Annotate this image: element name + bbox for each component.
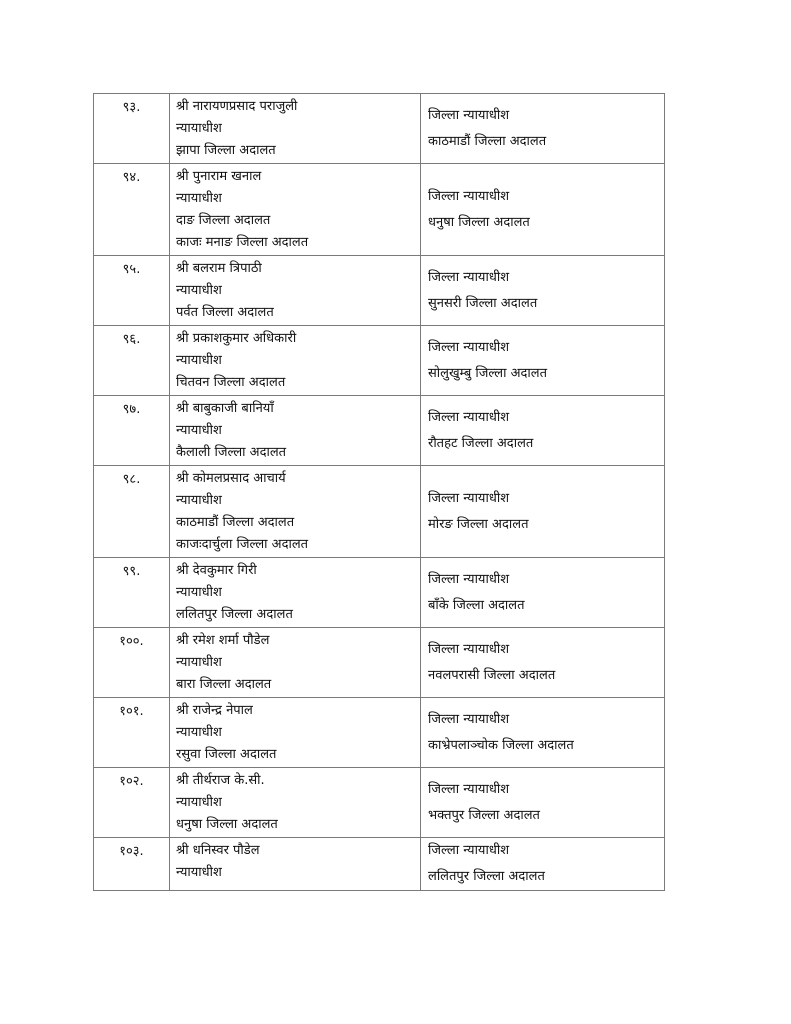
- new-post-cell: [421, 838, 665, 891]
- new-post-cell: [421, 698, 665, 768]
- new-post-line: जिल्ला न्यायाधीश: [428, 641, 510, 657]
- new-post-line: काठमाडौं जिल्ला अदालत: [428, 133, 547, 149]
- new-post-line: धनुषा जिल्ला अदालत: [428, 214, 530, 230]
- judge-name: श्री नारायणप्रसाद पराजुली: [176, 99, 298, 114]
- serial-number: १०१.: [94, 698, 170, 768]
- current-post-line: रसुवा जिल्ला अदालत: [176, 747, 277, 762]
- new-post-line: जिल्ला न्यायाधीश: [428, 339, 510, 355]
- table-row: [94, 698, 665, 768]
- table-row: [94, 396, 665, 466]
- current-post-line: ललितपुर जिल्ला अदालत: [176, 607, 293, 622]
- judge-name: श्री बाबुकाजी बानियाँ: [176, 401, 274, 416]
- table-row: [94, 164, 665, 256]
- new-post-line: जिल्ला न्यायाधीश: [428, 107, 510, 123]
- new-post-line: जिल्ला न्यायाधीश: [428, 490, 510, 506]
- current-post-line: पर्वत जिल्ला अदालत: [176, 305, 274, 320]
- new-post-cell: [421, 396, 665, 466]
- table-row: [94, 94, 665, 164]
- new-post-line: जिल्ला न्यायाधीश: [428, 781, 510, 797]
- new-post-cell: [421, 466, 665, 558]
- current-post-line: न्यायाधीश: [176, 585, 222, 600]
- current-post-cell: [170, 768, 421, 838]
- current-post-line: न्यायाधीश: [176, 423, 222, 438]
- serial-number: ९८.: [94, 466, 170, 558]
- current-post-cell: [170, 94, 421, 164]
- judge-name: श्री बलराम त्रिपाठी: [176, 261, 262, 276]
- current-post-line: न्यायाधीश: [176, 283, 222, 298]
- new-post-line: बाँके जिल्ला अदालत: [428, 597, 525, 613]
- judge-name: श्री तीर्थराज के.सी.: [176, 773, 265, 788]
- current-post-line: न्यायाधीश: [176, 725, 222, 740]
- serial-number: १००.: [94, 628, 170, 698]
- current-post-line: न्यायाधीश: [176, 353, 222, 368]
- current-post-line: काठमाडौं जिल्ला अदालत: [176, 515, 295, 530]
- new-post-cell: [421, 558, 665, 628]
- serial-number: ९६.: [94, 326, 170, 396]
- current-post-cell: [170, 164, 421, 256]
- current-post-line: चितवन जिल्ला अदालत: [176, 375, 286, 390]
- transfer-table: [93, 93, 665, 891]
- serial-number: ९४.: [94, 164, 170, 256]
- current-post-line: काजः मनाङ जिल्ला अदालत: [176, 235, 309, 250]
- current-post-cell: [170, 698, 421, 768]
- current-post-cell: [170, 838, 421, 891]
- judge-name: श्री कोमलप्रसाद आचार्य: [176, 471, 286, 486]
- new-post-cell: [421, 256, 665, 326]
- current-post-cell: [170, 326, 421, 396]
- new-post-line: भक्तपुर जिल्ला अदालत: [428, 807, 540, 823]
- serial-number: १०३.: [94, 838, 170, 891]
- new-post-line: जिल्ला न्यायाधीश: [428, 188, 510, 204]
- new-post-line: ललितपुर जिल्ला अदालत: [428, 869, 545, 884]
- current-post-line: कैलाली जिल्ला अदालत: [176, 445, 287, 460]
- judge-name: श्री धनिस्वर पौडेल: [176, 843, 260, 858]
- new-post-line: मोरङ जिल्ला अदालत: [428, 516, 529, 532]
- current-post-line: न्यायाधीश: [176, 121, 222, 136]
- serial-number: १०२.: [94, 768, 170, 838]
- current-post-line: दाङ जिल्ला अदालत: [176, 213, 271, 228]
- new-post-line: सोलुखुम्बु जिल्ला अदालत: [428, 365, 547, 381]
- current-post-line: न्यायाधीश: [176, 795, 222, 810]
- current-post-cell: [170, 256, 421, 326]
- table-row: [94, 326, 665, 396]
- current-post-cell: [170, 466, 421, 558]
- current-post-line: झापा जिल्ला अदालत: [176, 143, 276, 158]
- new-post-line: रौतहट जिल्ला अदालत: [428, 435, 534, 451]
- table-row: [94, 628, 665, 698]
- current-post-cell: [170, 396, 421, 466]
- table-row: [94, 768, 665, 838]
- new-post-cell: [421, 628, 665, 698]
- current-post-line: धनुषा जिल्ला अदालत: [176, 817, 278, 832]
- current-post-line: न्यायाधीश: [176, 493, 222, 508]
- new-post-line: जिल्ला न्यायाधीश: [428, 409, 510, 425]
- serial-number: ९५.: [94, 256, 170, 326]
- new-post-line: नवलपरासी जिल्ला अदालत: [428, 667, 556, 683]
- current-post-line: न्यायाधीश: [176, 191, 222, 206]
- new-post-line: काभ्रेपलाञ्चोक जिल्ला अदालत: [428, 737, 574, 753]
- table-row: [94, 466, 665, 558]
- table-row: [94, 838, 665, 891]
- new-post-cell: [421, 164, 665, 256]
- table-row: [94, 558, 665, 628]
- transfer-table-body: [94, 94, 665, 891]
- serial-number: ९७.: [94, 396, 170, 466]
- judge-name: श्री रमेश शर्मा पौडेल: [176, 633, 270, 648]
- judge-name: श्री प्रकाशकुमार अधिकारी: [176, 331, 297, 346]
- judge-name: श्री पुनाराम खनाल: [176, 169, 262, 184]
- serial-number: ९९.: [94, 558, 170, 628]
- new-post-cell: [421, 326, 665, 396]
- judge-name: श्री देवकुमार गिरी: [176, 563, 257, 578]
- table-row: [94, 256, 665, 326]
- new-post-line: जिल्ला न्यायाधीश: [428, 711, 510, 727]
- current-post-line: न्यायाधीश: [176, 655, 222, 670]
- current-post-cell: [170, 628, 421, 698]
- judge-name: श्री राजेन्द्र नेपाल: [176, 703, 253, 718]
- new-post-cell: [421, 94, 665, 164]
- current-post-cell: [170, 558, 421, 628]
- new-post-line: सुनसरी जिल्ला अदालत: [428, 295, 538, 311]
- new-post-line: जिल्ला न्यायाधीश: [428, 843, 510, 858]
- serial-number: ९३.: [94, 94, 170, 164]
- current-post-line: काजःदार्चुला जिल्ला अदालत: [176, 537, 309, 552]
- new-post-line: जिल्ला न्यायाधीश: [428, 571, 510, 587]
- current-post-line: न्यायाधीश: [176, 865, 222, 880]
- current-post-line: बारा जिल्ला अदालत: [176, 677, 272, 692]
- new-post-cell: [421, 768, 665, 838]
- new-post-line: जिल्ला न्यायाधीश: [428, 269, 510, 285]
